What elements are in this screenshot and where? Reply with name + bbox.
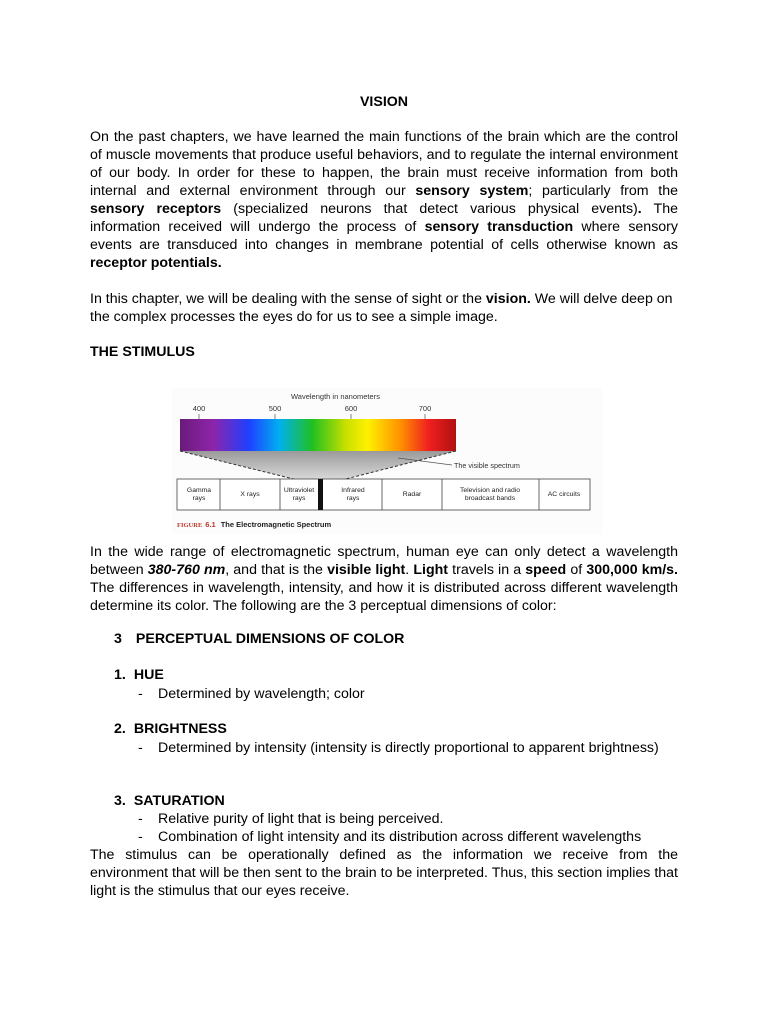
tick-500: 500 [268,404,282,413]
bullet-dash: - [138,811,143,827]
intro-text-3: (specialized neurons that detect various physical events) [221,201,638,217]
axis-title: Wavelength in nanometers [291,392,380,401]
dimension-number: 3. [114,793,126,809]
band-radar: Radar [402,491,422,498]
bullet-dash: - [138,740,143,756]
band-ac-circuits: AC circuits [547,491,581,498]
band-infrared: Infrared rays [341,487,365,502]
term-light: Light [413,562,449,578]
spectrum-paragraph [90,543,678,615]
caption-number: 6.1 [205,520,216,529]
conclusion-paragraph: The stimulus can be operationally defined as the information we receive from the environment that will be then sent to the brain to be interpreted. Thus, this section implies that light is the stimulus that our eyes receive. [90,847,678,899]
dimension-number: 2. [114,721,126,737]
tick-600: 600 [344,404,358,413]
bullet-text: Relative purity of light that is being perceived. [158,811,444,827]
term-sensory-system: sensory system [415,183,529,199]
wavelength-range: 380-760 nm [147,562,226,578]
dimension-name: SATURATION [133,793,225,809]
band-table [177,479,590,510]
tick-700: 700 [418,404,432,413]
term-receptor-potentials: receptor potentials. [90,255,222,271]
term-vision: vision. [485,291,531,307]
spectrum-text-3: . [405,562,414,578]
band-gamma: Gamma rays [186,487,212,502]
bullet-text: Determined by intensity (intensity is directly proportional to apparent brightness) [158,740,659,756]
spectrum-text-1: In the wide range of electromagnetic spectrum, human eye can only detect a wavelength between [90,544,678,578]
dimension-name: BRIGHTNESS [133,721,227,737]
intro-text-1: On the past chapters, we have learned the main functions of the brain which are the control of muscle movements that produce useful behaviors, and to regulate the internal environment of our body. In order for these to happen, the brain must receive information from both internal and external environment through our [90,129,678,199]
spectrum-text-4: travels in a [448,562,526,578]
visible-spectrum-label: The visible spectrum [454,461,520,470]
dimension-saturation-heading [114,793,225,809]
visible-spectrum-bar [180,419,456,451]
term-sensory-receptors: sensory receptors [90,201,222,217]
caption-prefix: FIGURE [177,522,203,529]
saturation-bullet-1 [138,810,678,828]
dimension-name: HUE [133,667,164,683]
brightness-bullet [138,739,678,757]
bullet-text: Determined by wavelength; color [158,686,365,702]
bullet-text: Combination of light intensity and its distribution across different wavelengths [158,829,642,845]
dimension-hue-heading [114,667,164,683]
dimensions-heading-number: 3 [114,631,122,647]
tick-400: 400 [192,404,206,413]
bullet-dash: - [138,686,143,702]
spectrum-diagram [172,388,602,534]
speed-value: 300,000 km/s. [586,562,678,578]
bullet-dash: - [138,829,143,845]
hue-bullet [138,685,678,703]
intro-text-2: ; particularly from the [528,183,678,199]
band-xrays: X rays [240,491,260,498]
dimension-brightness-heading [114,721,227,737]
term-sensory-transduction: sensory transduction [424,219,574,235]
intro-text-5: where sensory events are transduced into changes in membrane potential of cells otherwise known as [90,219,678,253]
term-speed: speed [525,562,567,578]
saturation-bullet-2 [138,828,678,846]
spectrum-text-5: of [566,562,587,578]
stimulus-heading: THE STIMULUS [90,344,195,360]
page-title: VISION [359,94,409,110]
dimensions-heading [114,631,404,647]
chapter-paragraph [90,290,678,326]
spectrum-text-2: , and that is the [225,562,328,578]
spectrum-text-6: The differences in wavelength, intensity, and how it is distributed across different wavelength determine its color. The following are the 3 perceptual dimensions of color: [90,580,678,614]
dimension-number: 1. [114,667,126,683]
bold-period: . [637,201,642,217]
caption-text: The Electromagnetic Spectrum [220,520,332,529]
electromagnetic-spectrum-figure [172,388,602,534]
figure-caption [177,520,331,529]
band-tv-radio: Television and radio broadcast bands [459,487,521,502]
band-ultraviolet: Ultraviolet rays [283,487,315,502]
visible-band-marker [318,479,323,510]
chapter-text-1: In this chapter, we will be dealing with the sense of sight or the [90,291,486,307]
term-visible-light: visible light [327,562,406,578]
dimensions-heading-text: PERCEPTUAL DIMENSIONS OF COLOR [135,631,405,647]
chapter-text-2: We will delve deep on the complex processes the eyes do for us to see a simple image. [90,291,673,325]
intro-text-4: The information received will undergo the process of [90,201,678,235]
intro-paragraph [90,128,678,272]
